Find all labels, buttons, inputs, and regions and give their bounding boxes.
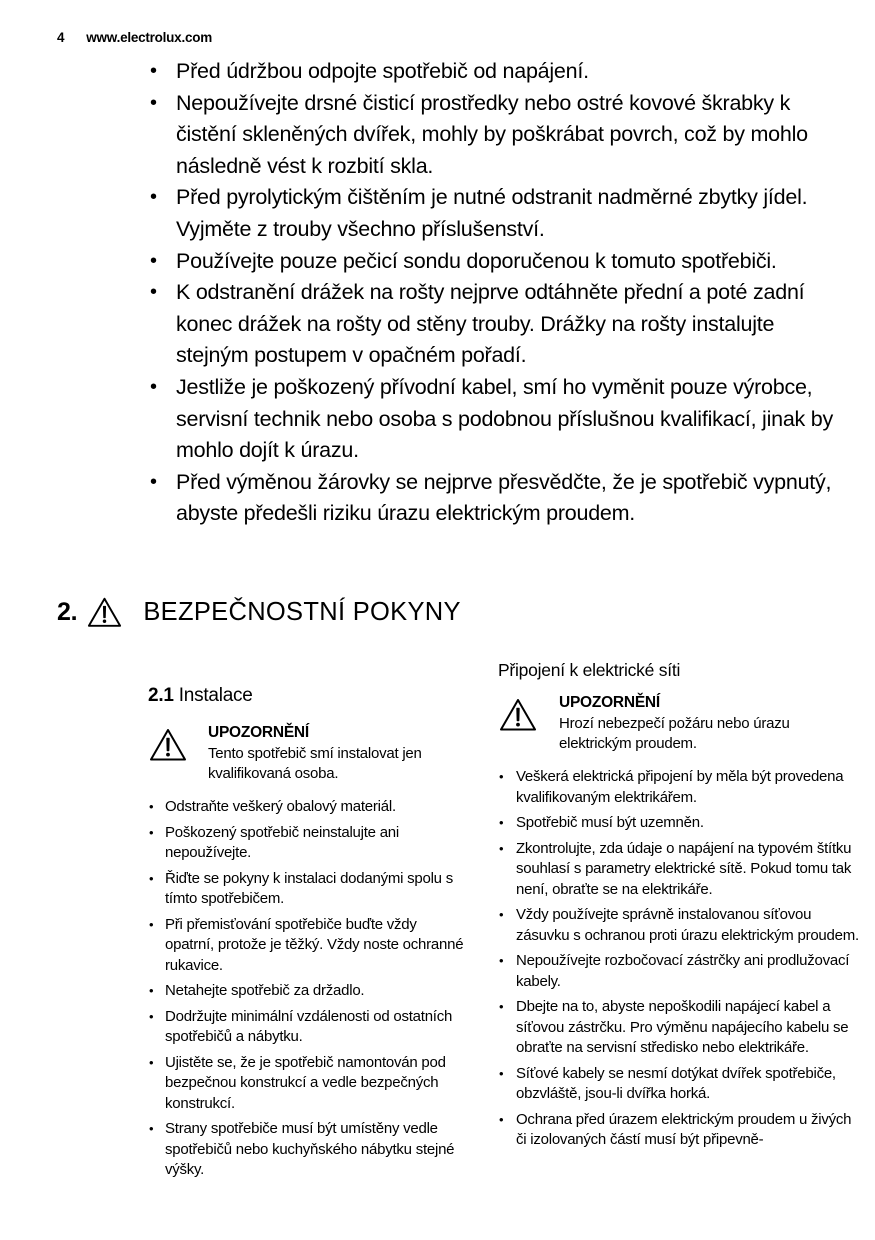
list-item: • Při přemisťování spotřebiče buďte vždy opatrní, protože je těžký. Vždy noste ochranné rukavice. bbox=[148, 915, 466, 977]
subsection-number: 2.1 bbox=[148, 685, 174, 706]
warning-label: UPOZORNĚNÍ bbox=[559, 694, 660, 711]
electrical-heading: Připojení k elektrické síti bbox=[498, 660, 681, 680]
warning-triangle-icon bbox=[148, 727, 188, 763]
list-item: • Před údržbou odpojte spotřebič od napájení. bbox=[148, 56, 840, 88]
list-item: • Síťové kabely se nesmí dotýkat dvířek spotřebiče, obzvláště, jsou-li dvířka horká. bbox=[498, 1064, 860, 1105]
warning-body: Hrozí nebezpečí požáru nebo úrazu elektrickým proudem. bbox=[559, 715, 790, 752]
warning-text bbox=[208, 723, 458, 784]
subsection-heading bbox=[148, 685, 466, 707]
safety-intro-list bbox=[148, 56, 840, 530]
list-item: • Před pyrolytickým čištěním je nutné odstranit nadměrné zbytky jídel. Vyjměte z trouby všechno příslušenství. bbox=[148, 182, 840, 245]
section-heading bbox=[57, 596, 461, 629]
subsection-title: Instalace bbox=[178, 685, 253, 706]
list-item: • Řiďte se pokyny k instalaci dodanými spolu s tímto spotřebičem. bbox=[148, 869, 466, 910]
warning-triangle-icon bbox=[498, 697, 538, 733]
list-item: • Jestliže je poškozený přívodní kabel, smí ho vyměnit pouze výrobce, servisní technik nebo osoba s podobnou příslušnou kvalifikací, jinak by mohlo dojít k úrazu. bbox=[148, 372, 840, 467]
warning-triangle-icon bbox=[86, 596, 123, 629]
electrical-warning-box bbox=[498, 693, 860, 754]
page-number: 4 bbox=[57, 30, 65, 45]
list-item: • Odstraňte veškerý obalový materiál. bbox=[148, 797, 466, 818]
list-item: • Spotřebič musí být uzemněn. bbox=[498, 813, 860, 834]
list-item: • Strany spotřebiče musí být umístěny vedle spotřebičů nebo kuchyňského nábytku stejné výšky. bbox=[148, 1119, 466, 1181]
list-item: • Ochrana před úrazem elektrickým proudem u živých či izolovaných částí musí být připevně- bbox=[498, 1110, 860, 1151]
list-item: • K odstranění drážek na rošty nejprve odtáhněte přední a poté zadní konec drážek na rošty od stěny trouby. Drážky na rošty instalujte stejným postupem v opačném pořadí. bbox=[148, 277, 840, 372]
list-item: • Nepoužívejte drsné čisticí prostředky nebo ostré kovové škrabky k čistění skleněných dvířek, mohly by poškrábat povrch, což by mohlo následně vést k rozbití skla. bbox=[148, 88, 840, 183]
list-item: • Ujistěte se, že je spotřebič namontován pod bezpečnou konstrukcí a vedle bezpečných konstrukcí. bbox=[148, 1053, 466, 1115]
list-item: • Dbejte na to, abyste nepoškodili napájecí kabel a síťovou zástrčku. Pro výměnu napájecího kabelu se obraťte na servisní středisko nebo elektrikáře. bbox=[498, 997, 860, 1059]
two-column-body bbox=[148, 660, 860, 1186]
installation-bullet-list bbox=[148, 797, 466, 1181]
page-header bbox=[57, 30, 212, 45]
list-item: • Používejte pouze pečicí sondu doporučenou k tomuto spotřebiči. bbox=[148, 246, 840, 278]
column-electrical-connection bbox=[498, 660, 860, 1186]
list-item: • Nepoužívejte rozbočovací zástrčky ani prodlužovací kabely. bbox=[498, 951, 860, 992]
section-title: BEZPEČNOSTNÍ POKYNY bbox=[143, 598, 461, 626]
list-item: • Zkontrolujte, zda údaje o napájení na typovém štítku souhlasí s parametry elektrické sítě. Pokud tomu tak není, obraťte se na elektrikáře. bbox=[498, 839, 860, 901]
electrical-bullet-list bbox=[498, 767, 860, 1151]
list-item: • Dodržujte minimální vzdálenosti od ostatních spotřebičů a nábytku. bbox=[148, 1007, 466, 1048]
column-installation bbox=[148, 660, 466, 1186]
list-item: • Poškozený spotřebič neinstalujte ani nepoužívejte. bbox=[148, 823, 466, 864]
installation-warning-box bbox=[148, 723, 466, 784]
list-item: • Netahejte spotřebič za držadlo. bbox=[148, 981, 466, 1002]
list-item: • Vždy používejte správně instalovanou síťovou zásuvku s ochranou proti úrazu elektrickým proudem. bbox=[498, 905, 860, 946]
header-url: www.electrolux.com bbox=[86, 30, 212, 45]
list-item: • Před výměnou žárovky se nejprve přesvědčte, že je spotřebič vypnutý, abyste předešli riziku úrazu elektrickým proudem. bbox=[148, 467, 840, 530]
list-item: • Veškerá elektrická připojení by měla být provedena kvalifikovaným elektrikářem. bbox=[498, 767, 860, 808]
warning-body: Tento spotřebič smí instalovat jen kvalifikovaná osoba. bbox=[208, 745, 422, 782]
section-number: 2. bbox=[57, 598, 78, 626]
warning-text bbox=[559, 693, 841, 754]
warning-label: UPOZORNĚNÍ bbox=[208, 724, 309, 741]
